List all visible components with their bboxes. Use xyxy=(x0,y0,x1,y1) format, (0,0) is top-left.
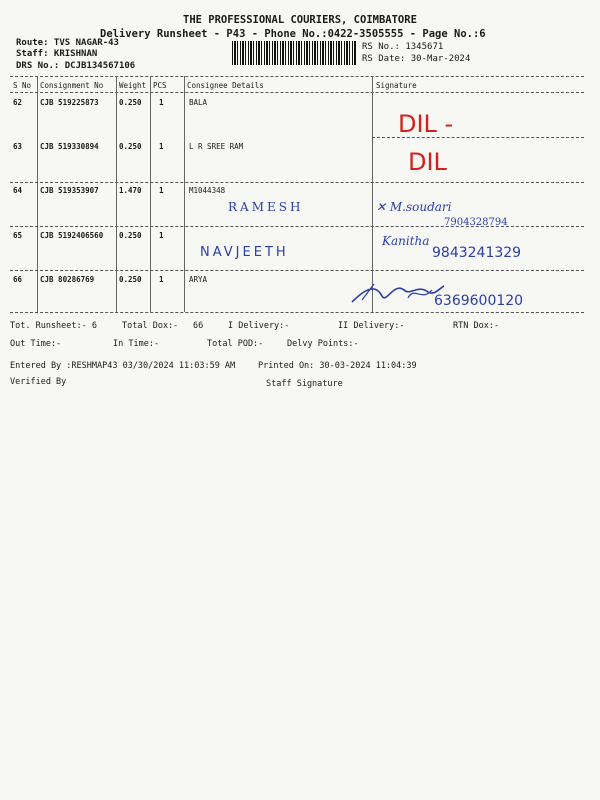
row-weight: 0.250 xyxy=(119,142,142,151)
col-header-weight: Weight xyxy=(119,81,147,90)
staff-label: Staff: KRISHNAN xyxy=(16,49,98,59)
handwritten-phone-3: 6369600120 xyxy=(434,293,524,309)
row-rule xyxy=(10,182,584,183)
row-consignee: M1044348 xyxy=(189,186,226,195)
col-divider xyxy=(372,76,373,312)
i-delivery: I Delivery:- xyxy=(228,321,290,331)
row-pcs: 1 xyxy=(159,275,164,284)
drs-number: DRS No.: DCJB134567106 xyxy=(16,61,136,71)
table-top-rule xyxy=(10,76,584,77)
handwritten-navjeeth: NAVJEETH xyxy=(200,245,289,260)
total-dox-label: Total Dox:- xyxy=(122,321,179,331)
total-pod: Total POD:- xyxy=(207,339,264,349)
col-header-pcs: PCS xyxy=(153,81,167,90)
ii-delivery: II Delivery:- xyxy=(338,321,405,331)
row-pcs: 1 xyxy=(159,186,164,195)
out-time: Out Time:- xyxy=(10,339,62,349)
handwritten-kanitha: Kanitha xyxy=(382,234,430,248)
rs-number: RS No.: 1345671 xyxy=(362,42,444,52)
row-consignment: CJB 5192406560 xyxy=(40,231,104,240)
row-consignment: CJB 519225873 xyxy=(40,98,99,107)
table-bottom-rule xyxy=(10,312,584,313)
row-consignment: CJB 80286769 xyxy=(40,275,95,284)
row-consignee: ARYA xyxy=(189,275,208,284)
row-sno: 63 xyxy=(13,142,23,151)
row-pcs: 1 xyxy=(159,98,164,107)
col-header-consignee: Consignee Details xyxy=(187,81,264,90)
row-weight: 0.250 xyxy=(119,275,142,284)
handwritten-dil-1: DIL - xyxy=(398,110,454,138)
row-pcs: 1 xyxy=(159,142,164,151)
row-consignment: CJB 519353907 xyxy=(40,186,99,195)
row-weight: 0.250 xyxy=(119,98,142,107)
rtn-dox: RTN Dox:- xyxy=(453,321,500,331)
runsheet-title: Delivery Runsheet - P43 - Phone No.:0422-3505555 - Page No.:6 xyxy=(100,28,486,40)
row-sno: 64 xyxy=(13,186,23,195)
row-weight: 0.250 xyxy=(119,231,142,240)
entered-by: Entered By :RESHMAP43 03/30/2024 11:03:59 AM xyxy=(10,361,236,371)
delvy-points: Delvy Points:- xyxy=(287,339,359,349)
row-weight: 1.470 xyxy=(119,186,142,195)
row-pcs: 1 xyxy=(159,231,164,240)
col-divider xyxy=(184,76,185,312)
col-header-signature: Signature xyxy=(376,81,417,90)
signature-scribble xyxy=(348,278,448,308)
col-header-sno: S No xyxy=(13,81,32,90)
row-consignee: L R SREE RAM xyxy=(189,142,244,151)
row-sno: 62 xyxy=(13,98,23,107)
tot-runsheet: Tot. Runsheet:- 6 xyxy=(10,321,97,331)
barcode xyxy=(232,41,356,65)
col-divider xyxy=(116,76,117,312)
in-time: In Time:- xyxy=(113,339,160,349)
handwritten-msoundari: ✕ M.soudari xyxy=(376,200,452,214)
col-divider xyxy=(37,76,38,312)
handwritten-dil-2: DIL xyxy=(408,148,447,176)
row-sno: 66 xyxy=(13,275,23,284)
handwritten-ramesh: RAMESH xyxy=(228,200,304,214)
handwritten-phone-2: 9843241329 xyxy=(432,245,522,261)
row-consignee: BALA xyxy=(189,98,208,107)
total-dox-value: 66 xyxy=(193,321,204,331)
company-name: THE PROFESSIONAL COURIERS, COIMBATORE xyxy=(183,14,417,26)
row-consignment: CJB 519330894 xyxy=(40,142,99,151)
table-header-rule xyxy=(10,92,584,93)
rs-date: RS Date: 30-Mar-2024 xyxy=(362,54,471,64)
col-header-consignment: Consignment No xyxy=(40,81,104,90)
row-sno: 65 xyxy=(13,231,23,240)
route-label: Route: TVS NAGAR-43 xyxy=(16,38,119,48)
verified-by: Verified By xyxy=(10,377,67,387)
handwritten-phone-1: 7904328794 xyxy=(444,217,508,228)
row-rule xyxy=(10,270,584,271)
staff-signature: Staff Signature xyxy=(266,379,343,389)
col-divider xyxy=(150,76,151,312)
printed-on: Printed On: 30-03-2024 11:04:39 xyxy=(258,361,417,371)
